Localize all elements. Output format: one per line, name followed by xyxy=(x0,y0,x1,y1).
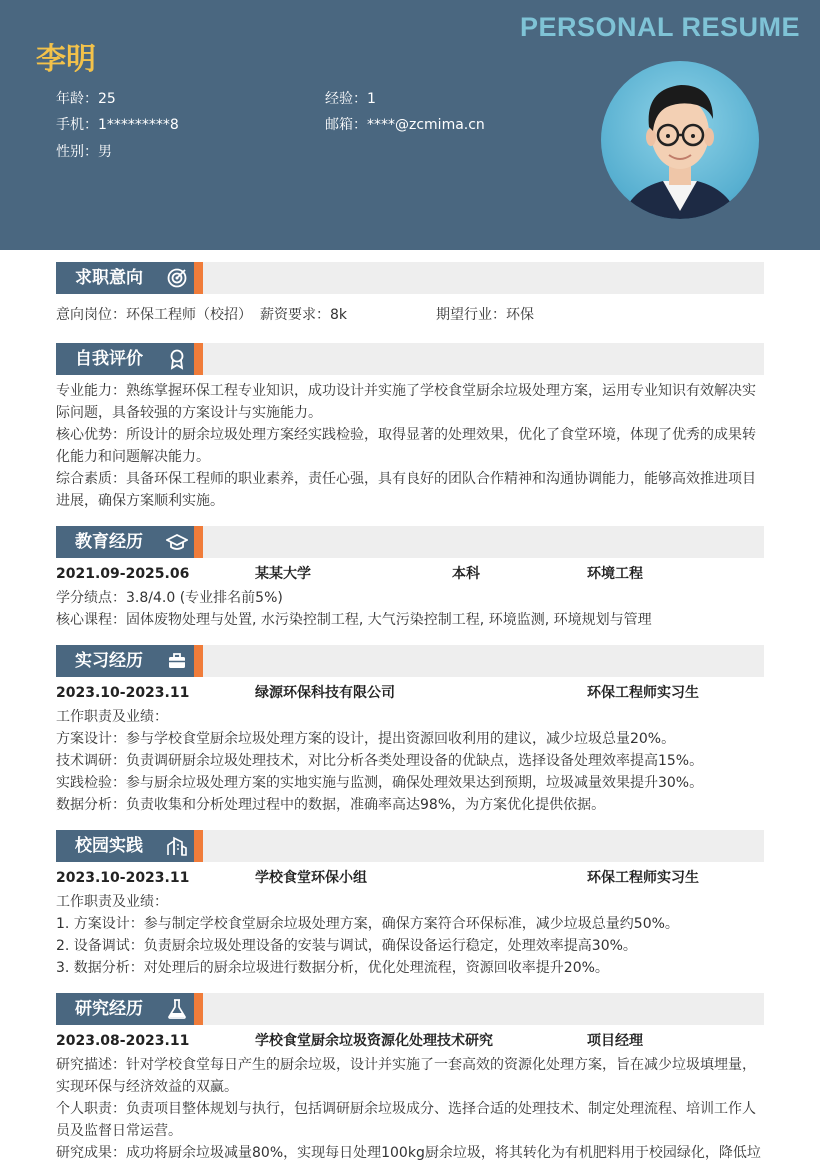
internship-line: 技术调研：负责调研厨余垃圾处理技术，对比分析各类处理设备的优缺点，选择设备处理效率提高15%。 xyxy=(56,753,704,769)
section-accent xyxy=(194,993,203,1025)
education-courses: 核心课程：固体废物处理与处置, 水污染控制工程, 大气污染控制工程, 环境监测, 环境规划与管理 xyxy=(56,612,652,628)
internship-period: 2023.10-2023.11 xyxy=(56,685,190,701)
experience-info: 经验：1 xyxy=(325,91,376,107)
section-tab xyxy=(56,830,194,862)
campus-line: 3. 数据分析：对处理后的厨余垃圾进行数据分析，优化处理流程，资源回收率提升20%。 xyxy=(56,960,609,976)
campus-period: 2023.10-2023.11 xyxy=(56,870,190,886)
research-line: 实现环保与经济效益的双赢。 xyxy=(56,1079,238,1095)
education-period: 2021.09-2025.06 xyxy=(56,566,190,582)
self-eval-line: 进展，确保方案顺利实施。 xyxy=(56,493,224,509)
campus-line: 工作职责及业绩： xyxy=(56,894,168,910)
internship-line: 实践检验：参与厨余垃圾处理方案的实地实施与监测，确保处理效果达到预期，垃圾减量效果提升30%。 xyxy=(56,775,704,791)
section-accent xyxy=(194,830,203,862)
briefcase-icon xyxy=(166,650,188,672)
section-title: 研究经历 xyxy=(75,999,143,1019)
section-self-eval-header xyxy=(56,343,764,375)
section-accent xyxy=(194,645,203,677)
intent-salary: 薪资要求：8k xyxy=(260,307,348,323)
self-eval-line: 专业能力：熟练掌握环保工程专业知识，成功设计并实施了学校食堂厨余垃圾处理方案，运用专业知识有效解决实 xyxy=(56,383,756,399)
section-tab xyxy=(56,343,194,375)
campus-line: 1. 方案设计：参与制定学校食堂厨余垃圾处理方案，确保方案符合环保标准，减少垃圾总量约50%。 xyxy=(56,916,679,932)
section-tab xyxy=(56,645,194,677)
internship-role: 环保工程师实习生 xyxy=(587,685,699,701)
section-research-header xyxy=(56,993,764,1025)
graduation-cap-icon xyxy=(166,531,188,553)
avatar xyxy=(601,61,759,219)
research-line: 个人职责：负责项目整体规划与执行，包括调研厨余垃圾成分、选择合适的处理技术、制定处理流程、培训工作人 xyxy=(56,1101,756,1117)
self-eval-line: 综合素质：具备环保工程师的职业素养，责任心强，具有良好的团队合作精神和沟通协调能力，能够高效推进项目 xyxy=(56,471,756,487)
section-tab xyxy=(56,262,194,294)
building-icon xyxy=(166,835,188,857)
resume-label: PERSONAL RESUME xyxy=(519,12,800,42)
education-degree: 本科 xyxy=(452,566,480,582)
intent-industry: 期望行业：环保 xyxy=(436,307,534,323)
flask-icon xyxy=(166,998,188,1020)
research-line: 研究成果：成功将厨余垃圾减量80%，实现每日处理100kg厨余垃圾，将其转化为有机肥料用于校园绿化，降低垃 xyxy=(56,1145,761,1161)
section-tab xyxy=(56,526,194,558)
badge-icon xyxy=(166,348,188,370)
age-info: 年龄：25 xyxy=(56,91,116,107)
section-title: 自我评价 xyxy=(75,349,143,369)
section-title: 校园实践 xyxy=(75,836,143,856)
avatar-portrait xyxy=(601,61,759,219)
internship-line: 数据分析：负责收集和分析处理过程中的数据，准确率高达98%，为方案优化提供依据。 xyxy=(56,797,606,813)
target-icon xyxy=(166,267,188,289)
email-info: 邮箱：****@zcmima.cn xyxy=(325,117,485,133)
research-period: 2023.08-2023.11 xyxy=(56,1033,190,1049)
candidate-name: 李明 xyxy=(36,42,96,77)
education-gpa: 学分绩点：3.8/4.0 (专业排名前5%) xyxy=(56,590,283,606)
campus-line: 2. 设备调试：负责厨余垃圾处理设备的安装与调试，确保设备运行稳定，处理效率提高30%。 xyxy=(56,938,637,954)
gender-info: 性别：男 xyxy=(56,144,112,160)
education-school: 某某大学 xyxy=(255,566,311,582)
section-title: 教育经历 xyxy=(75,532,143,552)
section-title: 实习经历 xyxy=(75,651,143,671)
section-accent xyxy=(194,526,203,558)
section-campus-header xyxy=(56,830,764,862)
section-internship-header xyxy=(56,645,764,677)
self-eval-line: 核心优势：所设计的厨余垃圾处理方案经实践检验，取得显著的处理效果，优化了食堂环境，体现了优秀的成果转 xyxy=(56,427,756,443)
internship-line: 工作职责及业绩： xyxy=(56,709,168,725)
section-tab xyxy=(56,993,194,1025)
research-project: 学校食堂厨余垃圾资源化处理技术研究 xyxy=(255,1033,493,1049)
section-title: 求职意向 xyxy=(75,268,143,288)
intent-position: 意向岗位：环保工程师（校招） xyxy=(56,307,252,323)
education-major: 环境工程 xyxy=(587,566,643,582)
section-accent xyxy=(194,343,203,375)
research-role: 项目经理 xyxy=(587,1033,643,1049)
research-line: 员及监督日常运营。 xyxy=(56,1123,182,1139)
phone-info: 手机：1*********8 xyxy=(56,117,179,133)
section-intent-header xyxy=(56,262,764,294)
section-education-header xyxy=(56,526,764,558)
campus-org: 学校食堂环保小组 xyxy=(255,870,367,886)
header-banner xyxy=(0,0,820,250)
section-accent xyxy=(194,262,203,294)
self-eval-line: 际问题，具备较强的方案设计与实施能力。 xyxy=(56,405,322,421)
internship-line: 方案设计：参与学校食堂厨余垃圾处理方案的设计，提出资源回收利用的建议，减少垃圾总量20%。 xyxy=(56,731,676,747)
internship-company: 绿源环保科技有限公司 xyxy=(255,685,395,701)
research-line: 研究描述：针对学校食堂每日产生的厨余垃圾，设计并实施了一套高效的资源化处理方案，旨在减少垃圾填埋量， xyxy=(56,1057,756,1073)
campus-role: 环保工程师实习生 xyxy=(587,870,699,886)
self-eval-line: 化能力和问题解决能力。 xyxy=(56,449,210,465)
